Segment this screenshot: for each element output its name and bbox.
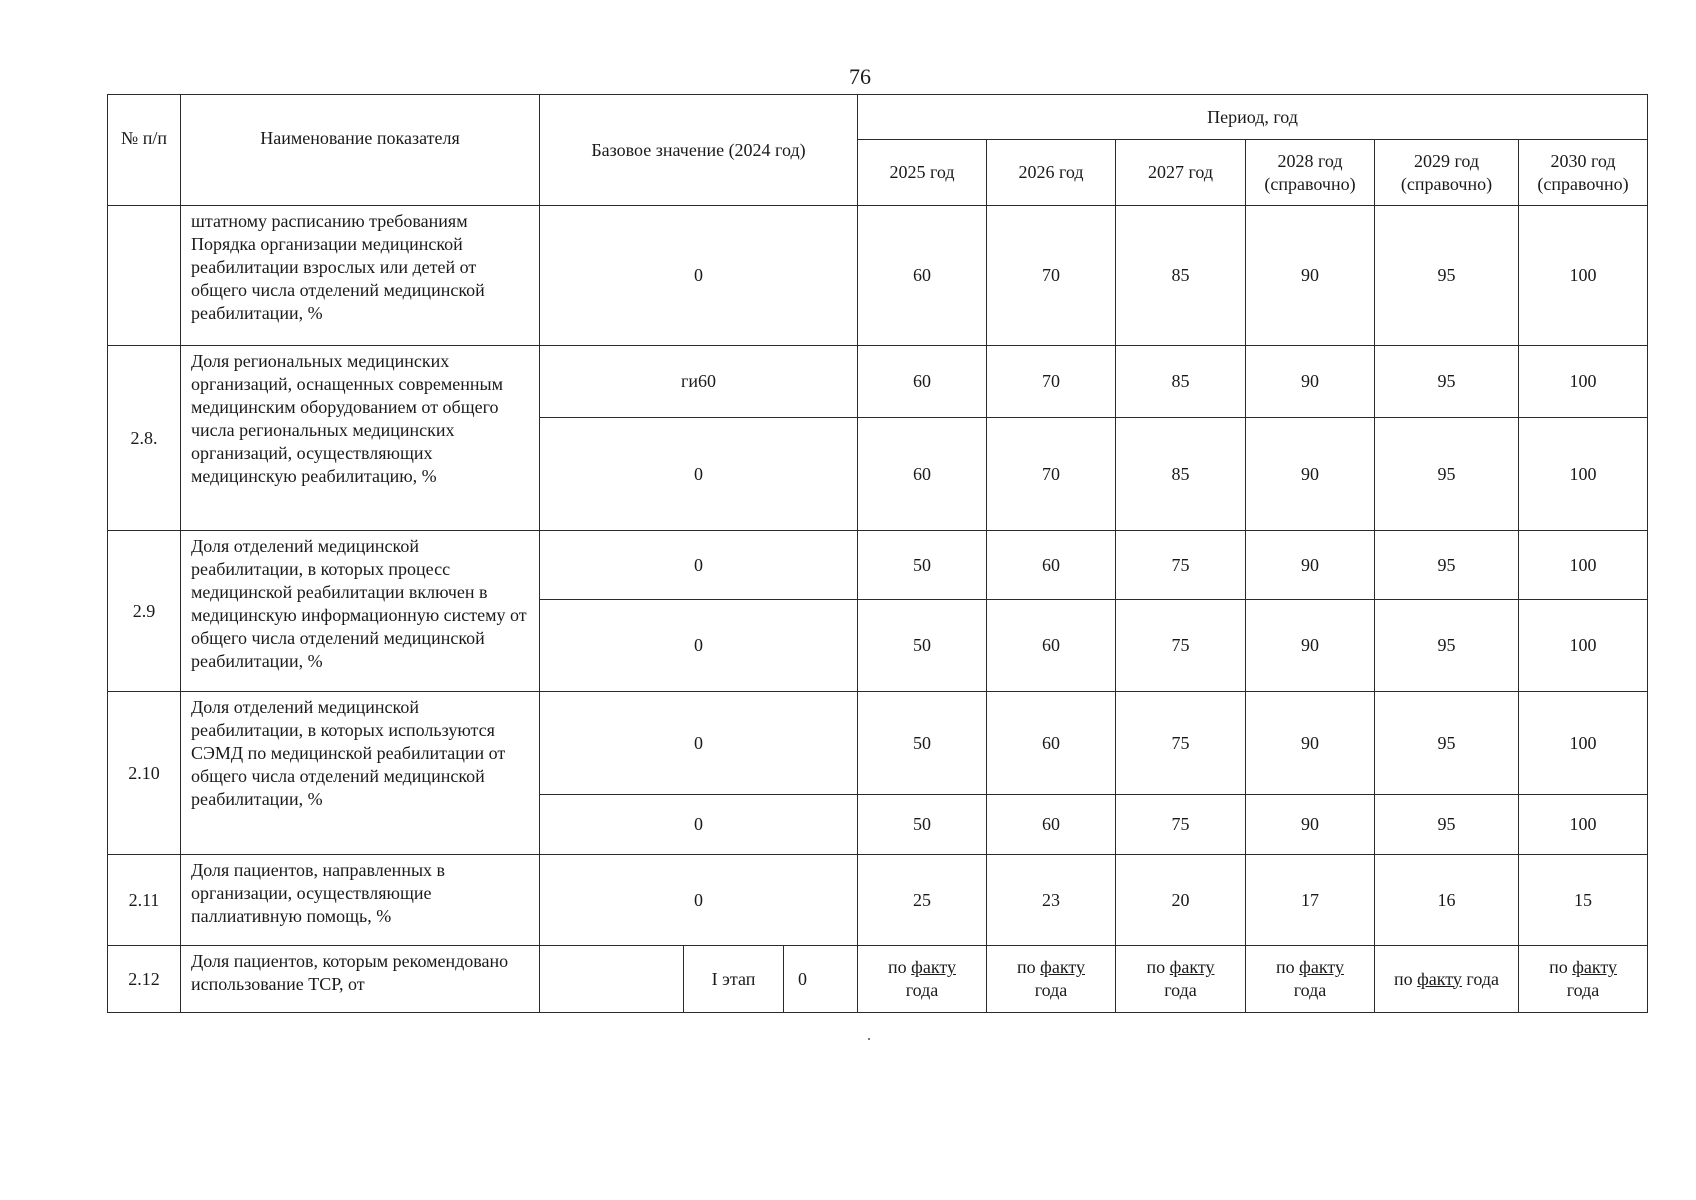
year-value: 50	[858, 531, 987, 600]
base-value: 0	[540, 531, 858, 600]
fact-word: факту	[1040, 957, 1085, 977]
year-value: 90	[1246, 600, 1375, 692]
table-row	[108, 346, 1648, 418]
year-value: 75	[1116, 600, 1246, 692]
year-value: 23	[987, 855, 1116, 946]
year-value: 100	[1519, 346, 1648, 418]
fact-prefix: по	[1393, 968, 1413, 989]
year-value: 100	[1519, 206, 1648, 346]
table-row	[108, 692, 1648, 795]
year-value: 17	[1246, 855, 1375, 946]
base-value: 0	[540, 206, 858, 346]
fact-word: факту	[1417, 968, 1462, 989]
year-value: 85	[1116, 206, 1246, 346]
year-value: 95	[1375, 206, 1519, 346]
year-value: 16	[1375, 855, 1519, 946]
row-number: 2.10	[108, 692, 181, 855]
year-value: 60	[858, 346, 987, 418]
year-value: 60	[987, 692, 1116, 795]
fact-cell	[1116, 946, 1246, 1013]
fact-prefix: по	[888, 957, 907, 977]
fact-suffix: года	[1293, 980, 1327, 1000]
year-value: 75	[1116, 692, 1246, 795]
year-value: 95	[1375, 600, 1519, 692]
table-row	[108, 946, 1648, 1013]
year-value: 70	[987, 346, 1116, 418]
header-period: Период, год	[858, 95, 1648, 140]
year-value: 100	[1519, 600, 1648, 692]
year-value: 50	[858, 692, 987, 795]
fact-cell	[987, 946, 1116, 1013]
fact-suffix: года	[1466, 968, 1499, 989]
year-value: 100	[1519, 692, 1648, 795]
year-value: 100	[1519, 418, 1648, 531]
year-value: 90	[1246, 795, 1375, 855]
page-number: 76	[849, 64, 871, 89]
fact-prefix: по	[1549, 957, 1568, 977]
base-value: ги60	[540, 346, 858, 418]
header-year: 2027 год	[1116, 140, 1246, 206]
scan-speck	[868, 1038, 870, 1040]
header-row-1	[108, 95, 1648, 140]
indicators-table	[107, 94, 1648, 1013]
table-row	[108, 855, 1648, 946]
year-value: 60	[858, 418, 987, 531]
row-number: 2.8.	[108, 346, 181, 531]
year-value: 95	[1375, 795, 1519, 855]
fact-prefix: по	[1146, 957, 1166, 977]
header-name: Наименование показателя	[181, 95, 540, 206]
fact-word: факту	[1572, 957, 1617, 977]
base-value: 0	[540, 418, 858, 531]
base-value: 0	[540, 855, 858, 946]
indicator-name: Доля отделений медицинской реабилитации, в которых используются СЭМД по медицинской реабилитации от общего числа отделений медицинской реабилитации, %	[181, 692, 540, 855]
indicator-name: Доля отделений медицинской реабилитации, в которых процесс медицинской реабилитации включен в медицинскую информационную систему от общего числа отделений медицинской реабилитации, %	[181, 531, 540, 692]
fact-cell	[1375, 946, 1519, 1013]
year-value: 60	[858, 206, 987, 346]
fact-word: факту	[1299, 957, 1344, 977]
fact-suffix: года	[905, 980, 939, 1000]
year-value: 100	[1519, 531, 1648, 600]
row-number	[108, 206, 181, 346]
table-row	[108, 206, 1648, 346]
header-base-value: Базовое значение (2024 год)	[540, 95, 858, 206]
fact-prefix: по	[1017, 957, 1036, 977]
year-value: 100	[1519, 795, 1648, 855]
year-value: 75	[1116, 795, 1246, 855]
year-value: 95	[1375, 418, 1519, 531]
header-year: 2025 год	[858, 140, 987, 206]
fact-suffix: года	[1566, 980, 1600, 1000]
year-value: 50	[858, 600, 987, 692]
row-number: 2.9	[108, 531, 181, 692]
indicator-name: Доля пациентов, направленных в организации, осуществляющие паллиативную помощь, %	[181, 855, 540, 946]
indicator-name: Доля пациентов, которым рекомендовано использование ТСР, от	[181, 946, 540, 1013]
year-value: 70	[987, 418, 1116, 531]
indicator-name: штатному расписанию требованиям Порядка организации медицинской реабилитации взрослых или детей от общего числа отделений медицинской реабилитации, %	[181, 206, 540, 346]
header-year: 2026 год	[987, 140, 1116, 206]
year-value: 15	[1519, 855, 1648, 946]
year-value: 70	[987, 206, 1116, 346]
year-value: 20	[1116, 855, 1246, 946]
fact-word: факту	[911, 957, 956, 977]
year-value: 95	[1375, 531, 1519, 600]
base-empty-cell	[540, 946, 684, 1013]
stage-value: 0	[784, 946, 858, 1013]
fact-cell	[1246, 946, 1375, 1013]
fact-cell	[858, 946, 987, 1013]
base-value: 0	[540, 795, 858, 855]
year-value: 90	[1246, 346, 1375, 418]
header-number: № п/п	[108, 95, 181, 206]
table-row	[108, 531, 1648, 600]
fact-suffix: года	[1034, 980, 1068, 1000]
year-value: 60	[987, 795, 1116, 855]
year-value: 60	[987, 531, 1116, 600]
base-value: 0	[540, 600, 858, 692]
indicator-name: Доля региональных медицинских организаций, оснащенных современным медицинским оборудованием от общего числа региональных медицинских организаций, осуществляющих медицинскую реабилитацию, %	[181, 346, 540, 531]
year-value: 95	[1375, 346, 1519, 418]
fact-suffix: года	[1164, 980, 1197, 1000]
year-value: 25	[858, 855, 987, 946]
year-value: 90	[1246, 692, 1375, 795]
year-value: 90	[1246, 418, 1375, 531]
header-year: 2029 год (справочно)	[1375, 140, 1519, 206]
year-value: 90	[1246, 531, 1375, 600]
year-value: 75	[1116, 531, 1246, 600]
fact-word: факту	[1169, 957, 1215, 977]
fact-prefix: по	[1276, 957, 1295, 977]
header-year: 2030 год (справочно)	[1519, 140, 1648, 206]
base-value: 0	[540, 692, 858, 795]
year-value: 50	[858, 795, 987, 855]
year-value: 85	[1116, 346, 1246, 418]
year-value: 60	[987, 600, 1116, 692]
year-value: 90	[1246, 206, 1375, 346]
year-value: 95	[1375, 692, 1519, 795]
fact-cell	[1519, 946, 1648, 1013]
header-year: 2028 год (справочно)	[1246, 140, 1375, 206]
row-number: 2.12	[108, 946, 181, 1013]
row-number: 2.11	[108, 855, 181, 946]
stage-label: I этап	[684, 946, 784, 1013]
year-value: 85	[1116, 418, 1246, 531]
